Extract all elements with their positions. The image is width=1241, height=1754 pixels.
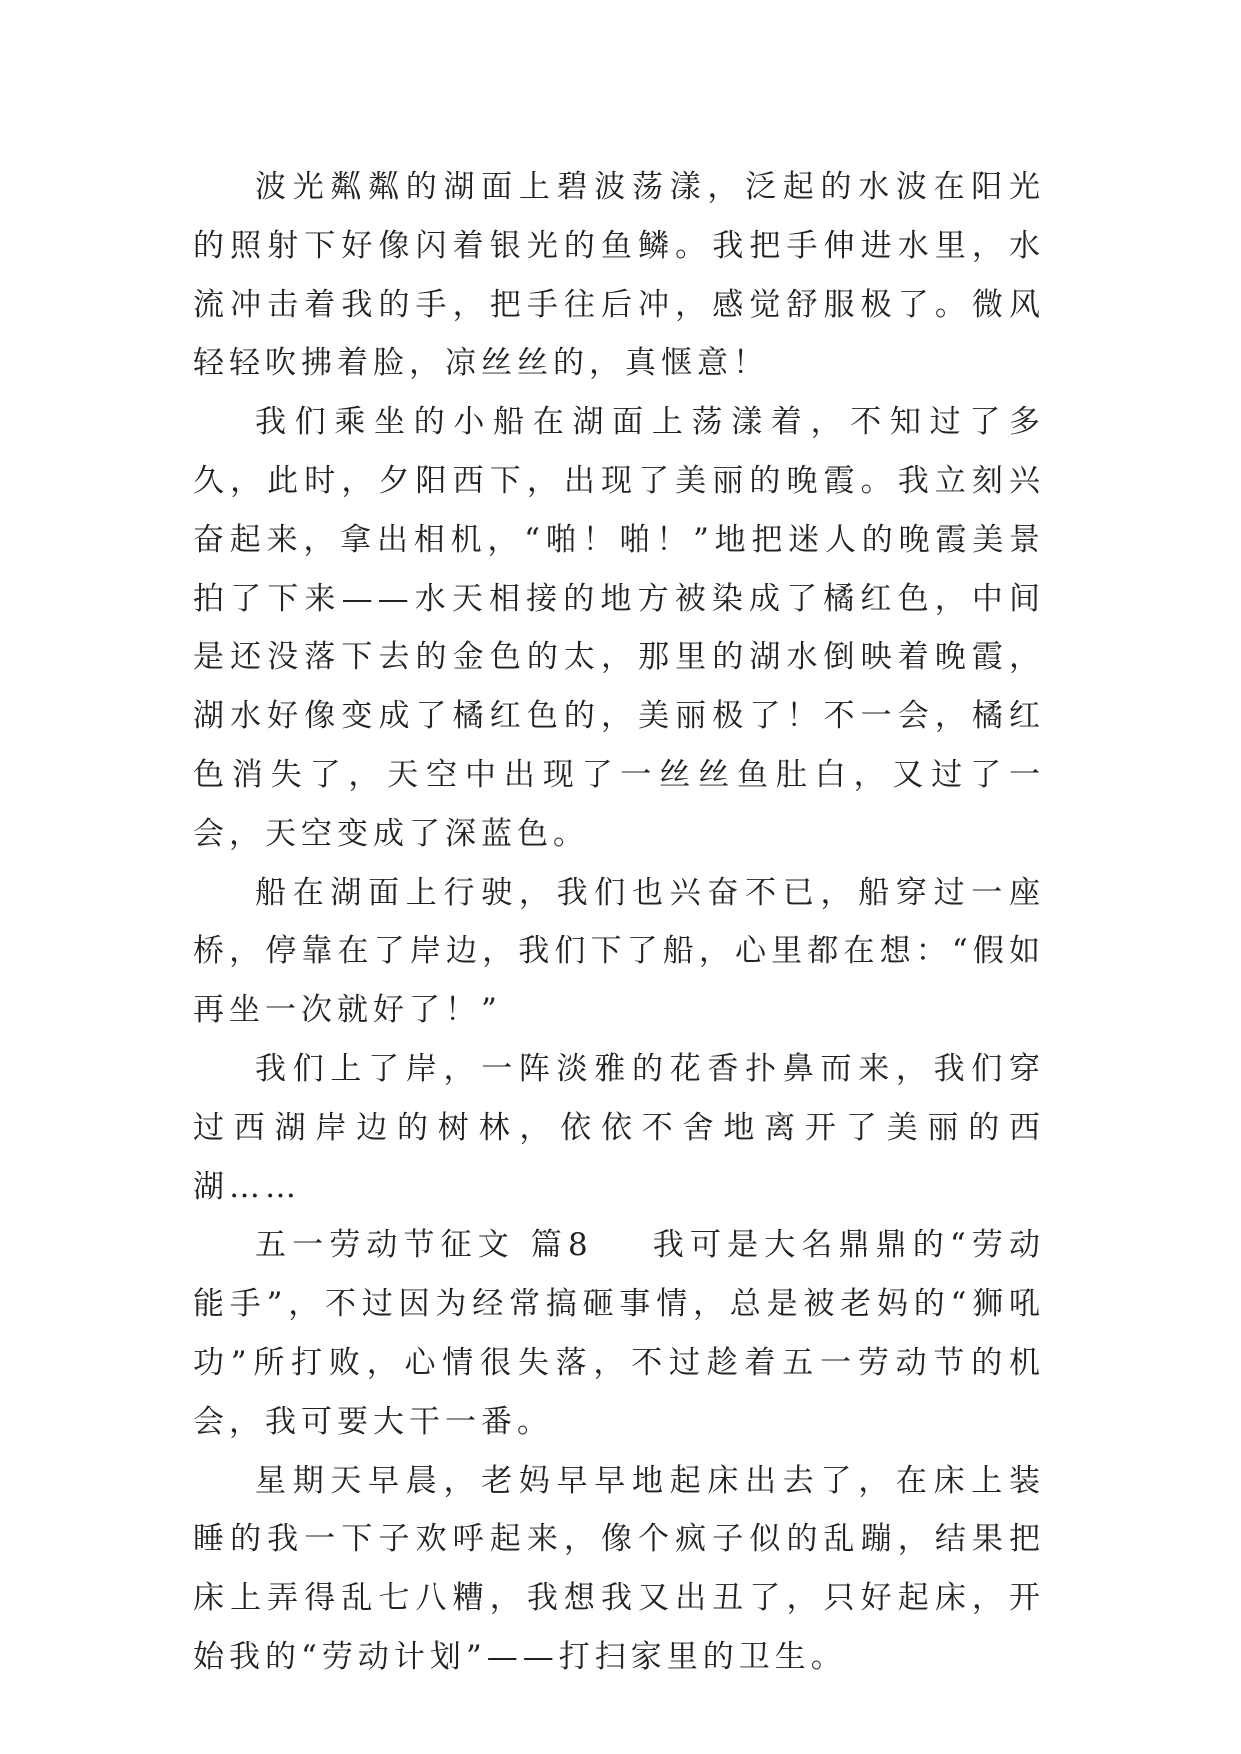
paragraph-sunset: 我们乘坐的小船在湖面上荡漾着，不知过了多久，此时，夕阳西下，出现了美丽的晚霞。我立刻兴奋起来，拿出相机，“啪！啪！”地把迷人的晚霞美景拍了下来——水天相接的地方被染成了橘红色，中间是还没落下去的金色的太，那里的湖水倒映着晚霞，湖水好像变成了橘红色的，美丽极了！不一会，橘红色消失了，天空中出现了一丝丝鱼肚白，又过了一会，天空变成了深蓝色。 <box>193 404 1045 852</box>
section-paragraph <box>193 1216 1045 1451</box>
paragraph-sunday-morning: 星期天早晨，老妈早早地起床出去了，在床上装睡的我一下子欢呼起来，像个疯子似的乱蹦，结果把床上弄得乱七八糟，我想我又出丑了，只好起床，开始我的“劳动计划”——打扫家里的卫生。 <box>193 1462 1045 1675</box>
paragraph-leaving-west-lake: 我们上了岸，一阵淡雅的花香扑鼻而来，我们穿过西湖岸边的树林，依依不舍地离开了美丽的西湖…… <box>193 1050 1045 1205</box>
document-body <box>193 158 1045 1687</box>
section-title: 五一劳动节征文 篇8 <box>255 1227 593 1264</box>
paragraph-lake-waves: 波光粼粼的湖面上碧波荡漾，泛起的水波在阳光的照射下好像闪着银光的鱼鳞。我把手伸进水里，水流冲击着我的手，把手往后冲，感觉舒服极了。微风轻轻吹拂着脸，凉丝丝的，真惬意！ <box>193 169 1045 382</box>
paragraph-boat-docking: 船在湖面上行驶，我们也兴奋不已，船穿过一座桥，停靠在了岸边，我们下了船，心里都在想：“假如再坐一次就好了！” <box>193 874 1045 1029</box>
section-first-text: 我可是大名鼎鼎的“劳动能手”，不过因为经常搞砸事情，总是被老妈的“狮吼功”所打败，心情很失落，不过趁着五一劳动节的机会，我可要大干一番。 <box>193 1227 1045 1440</box>
